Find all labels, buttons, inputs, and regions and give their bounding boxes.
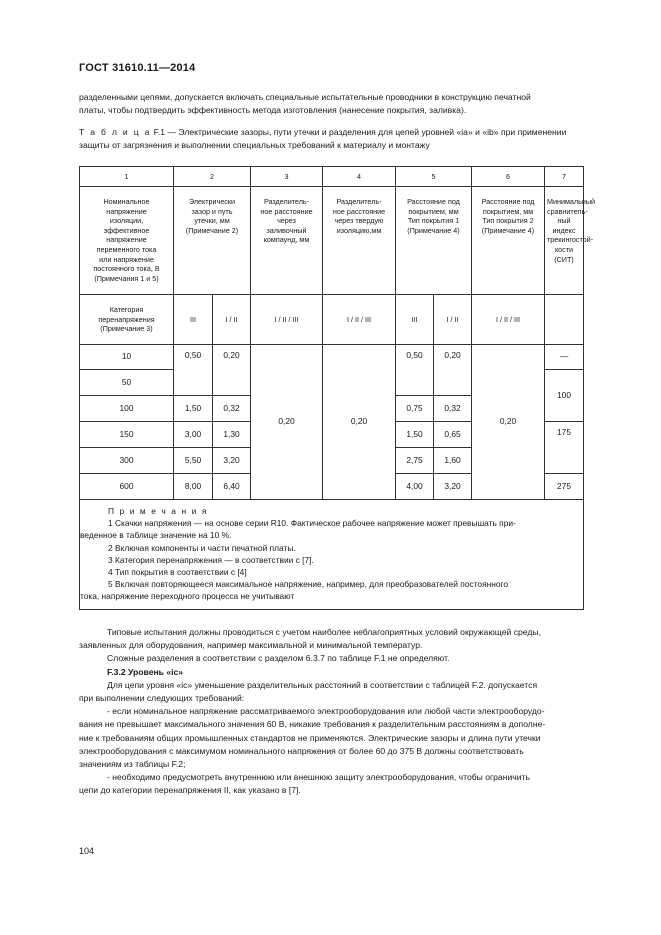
value-cell: 0,50 xyxy=(174,345,213,396)
table-caption-line2: защиты от загрязнения и выполнении специальных требований к материалу и монтажу xyxy=(79,140,430,150)
value-cell: 4,00 xyxy=(396,474,434,500)
col-number: 7 xyxy=(545,167,584,187)
voltage-cell: 100 xyxy=(80,396,174,422)
header-cti: Минимальный сравнитель- ный индекс трекингостой- кости (СИТ) xyxy=(545,187,584,295)
voltage-cell: 10 xyxy=(80,345,174,370)
body-line: Для цепи уровня «ic» уменьшение разделительных расстояний в соответствии с таблицей F.2. допускается xyxy=(107,679,538,690)
table-caption-line1: F.1 — Электрические зазоры, пути утечки и разделения для цепей уровней «ia» и «ib» при применении xyxy=(153,127,567,137)
value-cell: 3,00 xyxy=(174,422,213,448)
body-line: Сложные разделения в соответствии с разделом 6.3.7 по таблице F.1 не определяют. xyxy=(107,653,450,664)
body-line: ние к требованиям общих промышленных стандартов не применяются. Электрические зазоры и длина пути утечки xyxy=(79,732,541,743)
cti-cell: 100 xyxy=(545,370,584,422)
value-cell: 1,50 xyxy=(396,422,434,448)
value-cell: 1,30 xyxy=(213,422,251,448)
col-number: 5 xyxy=(396,167,472,187)
note-5: 5 Включая повторяющееся максимальное напряжение, например, для преобразователей постоянного xyxy=(108,579,509,590)
value-cell: 0,50 xyxy=(396,345,434,396)
category-row xyxy=(80,295,584,345)
category-cell: III xyxy=(396,295,434,345)
body-line: значениям из таблицы F.2; xyxy=(79,759,186,770)
value-cell: 0,32 xyxy=(434,396,472,422)
value-cell: 8,00 xyxy=(174,474,213,500)
table-notes xyxy=(80,500,584,610)
value-cell: 0,32 xyxy=(213,396,251,422)
category-cell: I / II / III xyxy=(472,295,545,345)
table-caption xyxy=(79,126,582,152)
cti-cell: 175 xyxy=(545,422,584,474)
category-cell xyxy=(545,295,584,345)
note-3: 3 Категория перенапряжения — в соответствии с [7]. xyxy=(108,554,314,565)
section-heading: F.3.2 Уровень «ic» xyxy=(107,666,184,677)
header-clearance: Электрически зазор и путь утечки, мм (Примечание 2) xyxy=(174,187,251,295)
value-cell: 3,20 xyxy=(434,474,472,500)
header-coating-2: Расстояние под покрытием, мм Тип покрытия 2 (Примечание 4) xyxy=(472,187,545,295)
body-line: при выполнении следующих требований: xyxy=(79,693,245,704)
header-coating-1: Расстояние под покрытием, мм Тип покрытия 1 (Примечание 4) xyxy=(396,187,472,295)
body-line: - необходимо предусмотреть внутреннюю или внешнюю защиту электрооборудования, чтобы ограничить xyxy=(107,772,530,783)
header-solid-insulation: Разделитель- ное расстояние через твердую изоляцию,мм xyxy=(323,187,396,295)
intro-line: разделенными цепями, допускается включать специальные испытательные проводники в конструкцию печатной xyxy=(79,92,531,102)
page-number: 104 xyxy=(79,846,95,856)
note-2: 2 Включая компоненты и части печатной платы. xyxy=(108,542,296,553)
page-header: ГОСТ 31610.11—2014 xyxy=(79,62,196,74)
note-1-continued: веденное в таблице значение на 10 %. xyxy=(80,530,232,541)
note-4: 4 Тип покрытия в соответствии с [4] xyxy=(108,567,247,578)
note-1: 1 Скачки напряжения — на основе серии R10. Фактическое рабочее напряжение может превышать при- xyxy=(108,518,516,529)
col-number: 1 xyxy=(80,167,174,187)
body-line: вания не превышает максимального значения 60 В, никакие требования к разделительным расстояниям в дополне- xyxy=(79,719,546,730)
voltage-cell: 50 xyxy=(80,370,174,396)
note-5-continued: тока, напряжение переходного процесса не учитывают xyxy=(80,591,295,602)
header-voltage: Номинальное напряжение изоляции, эффективное напряжение переменного тока или напряжение постоянного тока, В (Примечания 1 и 5) xyxy=(80,187,174,295)
value-cell: 0,65 xyxy=(434,422,472,448)
value-cell: 1,60 xyxy=(434,448,472,474)
category-cell: I / II xyxy=(434,295,472,345)
notes-row xyxy=(80,500,584,610)
value-cell: 2,75 xyxy=(396,448,434,474)
value-cell: 0,20 xyxy=(434,345,472,396)
merged-compound-cell: 0,20 xyxy=(251,345,323,500)
notes-heading: П р и м е ч а н и я xyxy=(108,506,208,516)
cti-cell: 275 xyxy=(545,474,584,500)
value-cell: 0,20 xyxy=(213,345,251,396)
body-line: электрооборудования с максимумом номинального напряжения от более 60 до 375 В должны соответствовать xyxy=(79,745,524,756)
value-cell: 0,75 xyxy=(396,396,434,422)
merged-solid-cell: 0,20 xyxy=(323,345,396,500)
body-line: заявленных для оборудования, например максимальной и минимальной температур. xyxy=(79,640,423,651)
merged-coating2-cell: 0,20 xyxy=(472,345,545,500)
table-caption-prefix: Т а б л и ц а xyxy=(79,127,152,137)
col-number: 3 xyxy=(251,167,323,187)
value-cell: 6,40 xyxy=(213,474,251,500)
cti-cell: — xyxy=(545,345,584,370)
intro-line: платы, чтобы подтвердить эффективность метода изготовления (нанесение покрытия, заливка). xyxy=(79,105,467,116)
category-cell: III xyxy=(174,295,213,345)
header-compound: Разделитель- ное расстояние через заливочный компаунд, мм xyxy=(251,187,323,295)
voltage-cell: 300 xyxy=(80,448,174,474)
table-f1 xyxy=(79,166,596,610)
category-label: Категория перенапряжения (Примечание 3) xyxy=(80,295,174,345)
header-row xyxy=(80,187,584,295)
col-number: 2 xyxy=(174,167,251,187)
body-line: Типовые испытания должны проводиться с учетом наиболее неблагоприятных условий окружающей среды, xyxy=(107,627,541,637)
value-cell: 1,50 xyxy=(174,396,213,422)
value-cell: 5,50 xyxy=(174,448,213,474)
col-number: 4 xyxy=(323,167,396,187)
voltage-cell: 150 xyxy=(80,422,174,448)
voltage-cell: 600 xyxy=(80,474,174,500)
body-text xyxy=(79,626,582,798)
category-cell: I / II / III xyxy=(323,295,396,345)
category-cell: I / II xyxy=(213,295,251,345)
col-number: 6 xyxy=(472,167,545,187)
body-line: цепи до категории перенапряжения II, как указано в [7]. xyxy=(79,785,301,796)
value-cell: 3,20 xyxy=(213,448,251,474)
body-line: - если номинальное напряжение рассматриваемого электрооборудования или любой части электрооборудо- xyxy=(107,706,545,717)
category-cell: I / II / III xyxy=(251,295,323,345)
intro-paragraph xyxy=(79,91,582,117)
table-row xyxy=(80,345,584,370)
col-number-row xyxy=(80,167,584,187)
